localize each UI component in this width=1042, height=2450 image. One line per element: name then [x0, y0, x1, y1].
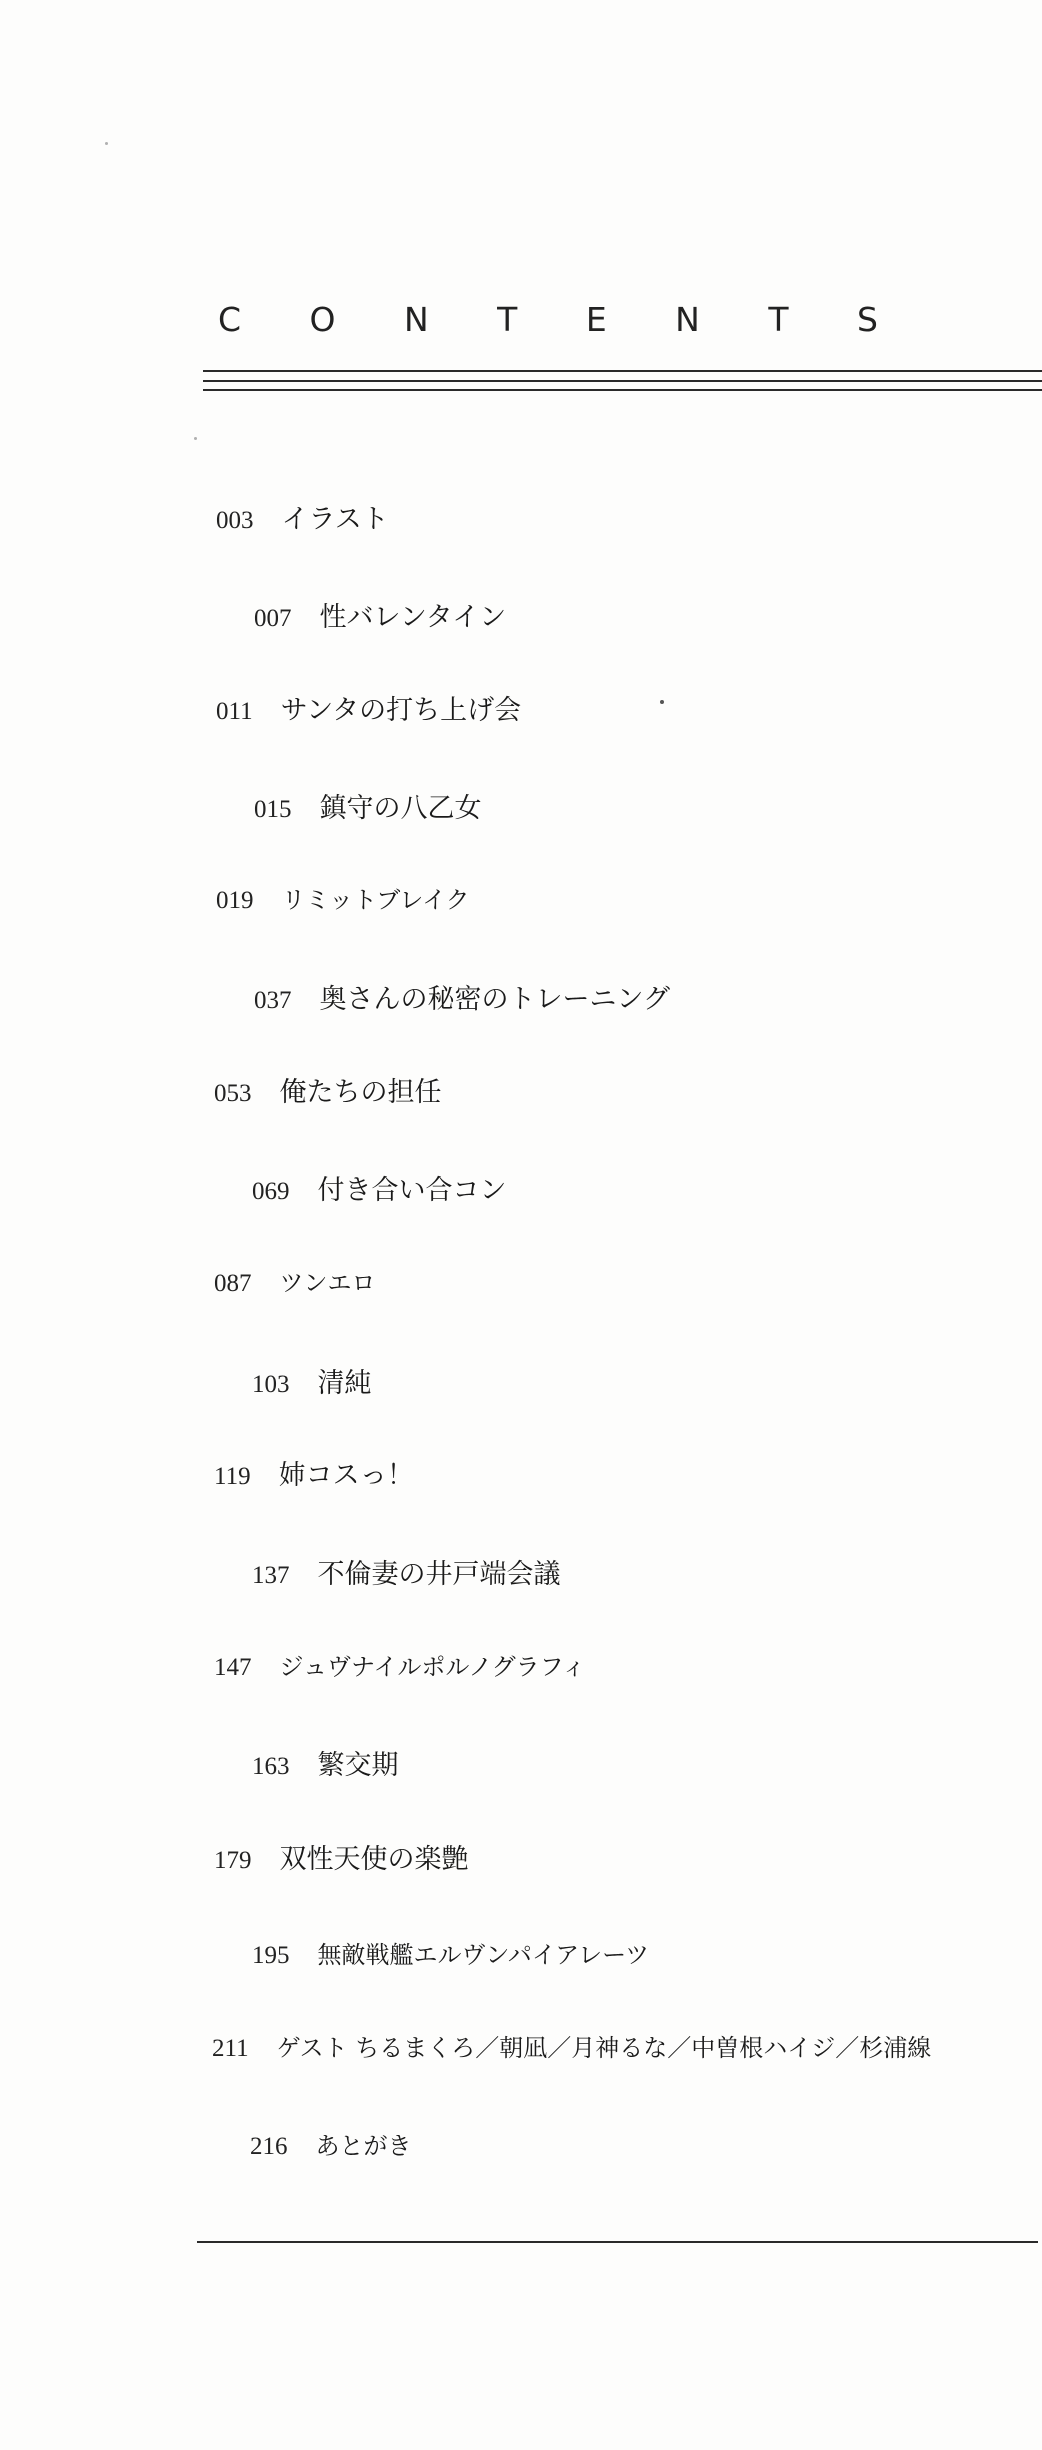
toc-title: ツンエロ [279, 1269, 376, 1297]
toc-page-number: 179 [214, 1847, 252, 1874]
toc-entry[interactable] [214, 1647, 586, 1682]
toc-entry[interactable] [252, 1552, 561, 1591]
speck [194, 437, 197, 440]
toc-entry[interactable] [212, 2028, 931, 2063]
toc-page-number: 015 [254, 796, 292, 823]
toc-title: 双性天使の楽艶 [279, 1844, 469, 1875]
toc-entry[interactable] [214, 1263, 376, 1298]
footer-rule [197, 2241, 1038, 2243]
speck [105, 142, 108, 145]
toc-page-number: 003 [216, 507, 254, 534]
toc-title: 清純 [317, 1368, 372, 1399]
toc-title: 俺たちの担任 [279, 1077, 442, 1108]
toc-title: あとがき [315, 2132, 412, 2160]
toc-entry[interactable] [252, 1935, 649, 1970]
toc-entry[interactable] [254, 977, 670, 1016]
toc-entry[interactable] [252, 1743, 399, 1782]
toc-title: ゲスト ちるまくろ／朝凪／月神るな／中曽根ハイジ／杉浦線 [276, 2034, 932, 2062]
toc-entry[interactable] [250, 2126, 412, 2161]
toc-title: 鎮守の八乙女 [319, 793, 482, 824]
toc-entry[interactable] [254, 786, 482, 825]
toc-page-number: 119 [214, 1463, 251, 1490]
toc-title: 無敵戦艦エルヴンパイアレーツ [317, 1941, 650, 1969]
heading-letter: C [218, 300, 242, 339]
toc-page-number: 053 [214, 1080, 252, 1107]
toc-page-number: 216 [250, 2133, 288, 2160]
toc-title: 繁交期 [317, 1750, 399, 1781]
toc-title: サンタの打ち上げ会 [280, 695, 522, 726]
toc-page-number: 037 [254, 987, 292, 1014]
toc-title: イラスト [281, 504, 389, 535]
toc-page-number: 087 [214, 1270, 252, 1297]
toc-entry[interactable] [214, 1070, 442, 1109]
heading-letter: N [675, 300, 700, 339]
contents-heading [218, 300, 878, 339]
toc-page-number: 147 [214, 1654, 252, 1681]
toc-title: 奥さんの秘密のトレーニング [319, 984, 670, 1015]
speck [660, 700, 664, 704]
heading-letter: S [857, 300, 878, 339]
heading-letter: E [585, 300, 607, 339]
heading-rule-bottom [203, 389, 1042, 391]
toc-title: 不倫妻の井戸端会議 [317, 1559, 561, 1590]
heading-rule-top [203, 370, 1042, 372]
heading-letter: T [768, 300, 789, 339]
toc-entry[interactable] [254, 595, 506, 634]
toc-page-number: 163 [252, 1753, 290, 1780]
heading-rule-middle [203, 380, 1042, 382]
toc-page-number: 195 [252, 1942, 290, 1969]
toc-page-number: 137 [252, 1562, 290, 1589]
toc-title: リミットブレイク [281, 886, 470, 914]
toc-page-number: 211 [212, 2035, 249, 2062]
toc-entry[interactable] [216, 688, 521, 727]
heading-letter: O [309, 300, 336, 339]
toc-page-number: 011 [216, 698, 253, 725]
heading-letter: T [497, 300, 518, 339]
toc-entry[interactable] [214, 1837, 469, 1876]
toc-title: 付き合い合コン [317, 1175, 507, 1206]
toc-title: 姉コスっ！ [278, 1460, 414, 1491]
toc-page-number: 103 [252, 1371, 290, 1398]
heading-letter: N [404, 300, 429, 339]
toc-entry[interactable] [252, 1168, 507, 1207]
toc-entry[interactable] [214, 1453, 414, 1492]
toc-title: ジュヴナイルポルノグラフィ [279, 1653, 586, 1681]
toc-page-number: 019 [216, 887, 254, 914]
toc-page-number: 069 [252, 1178, 290, 1205]
toc-page-number: 007 [254, 605, 292, 632]
toc-title: 性バレンタイン [319, 602, 507, 633]
toc-entry[interactable] [216, 880, 470, 915]
toc-entry[interactable] [252, 1361, 372, 1400]
toc-entry[interactable] [216, 497, 389, 536]
